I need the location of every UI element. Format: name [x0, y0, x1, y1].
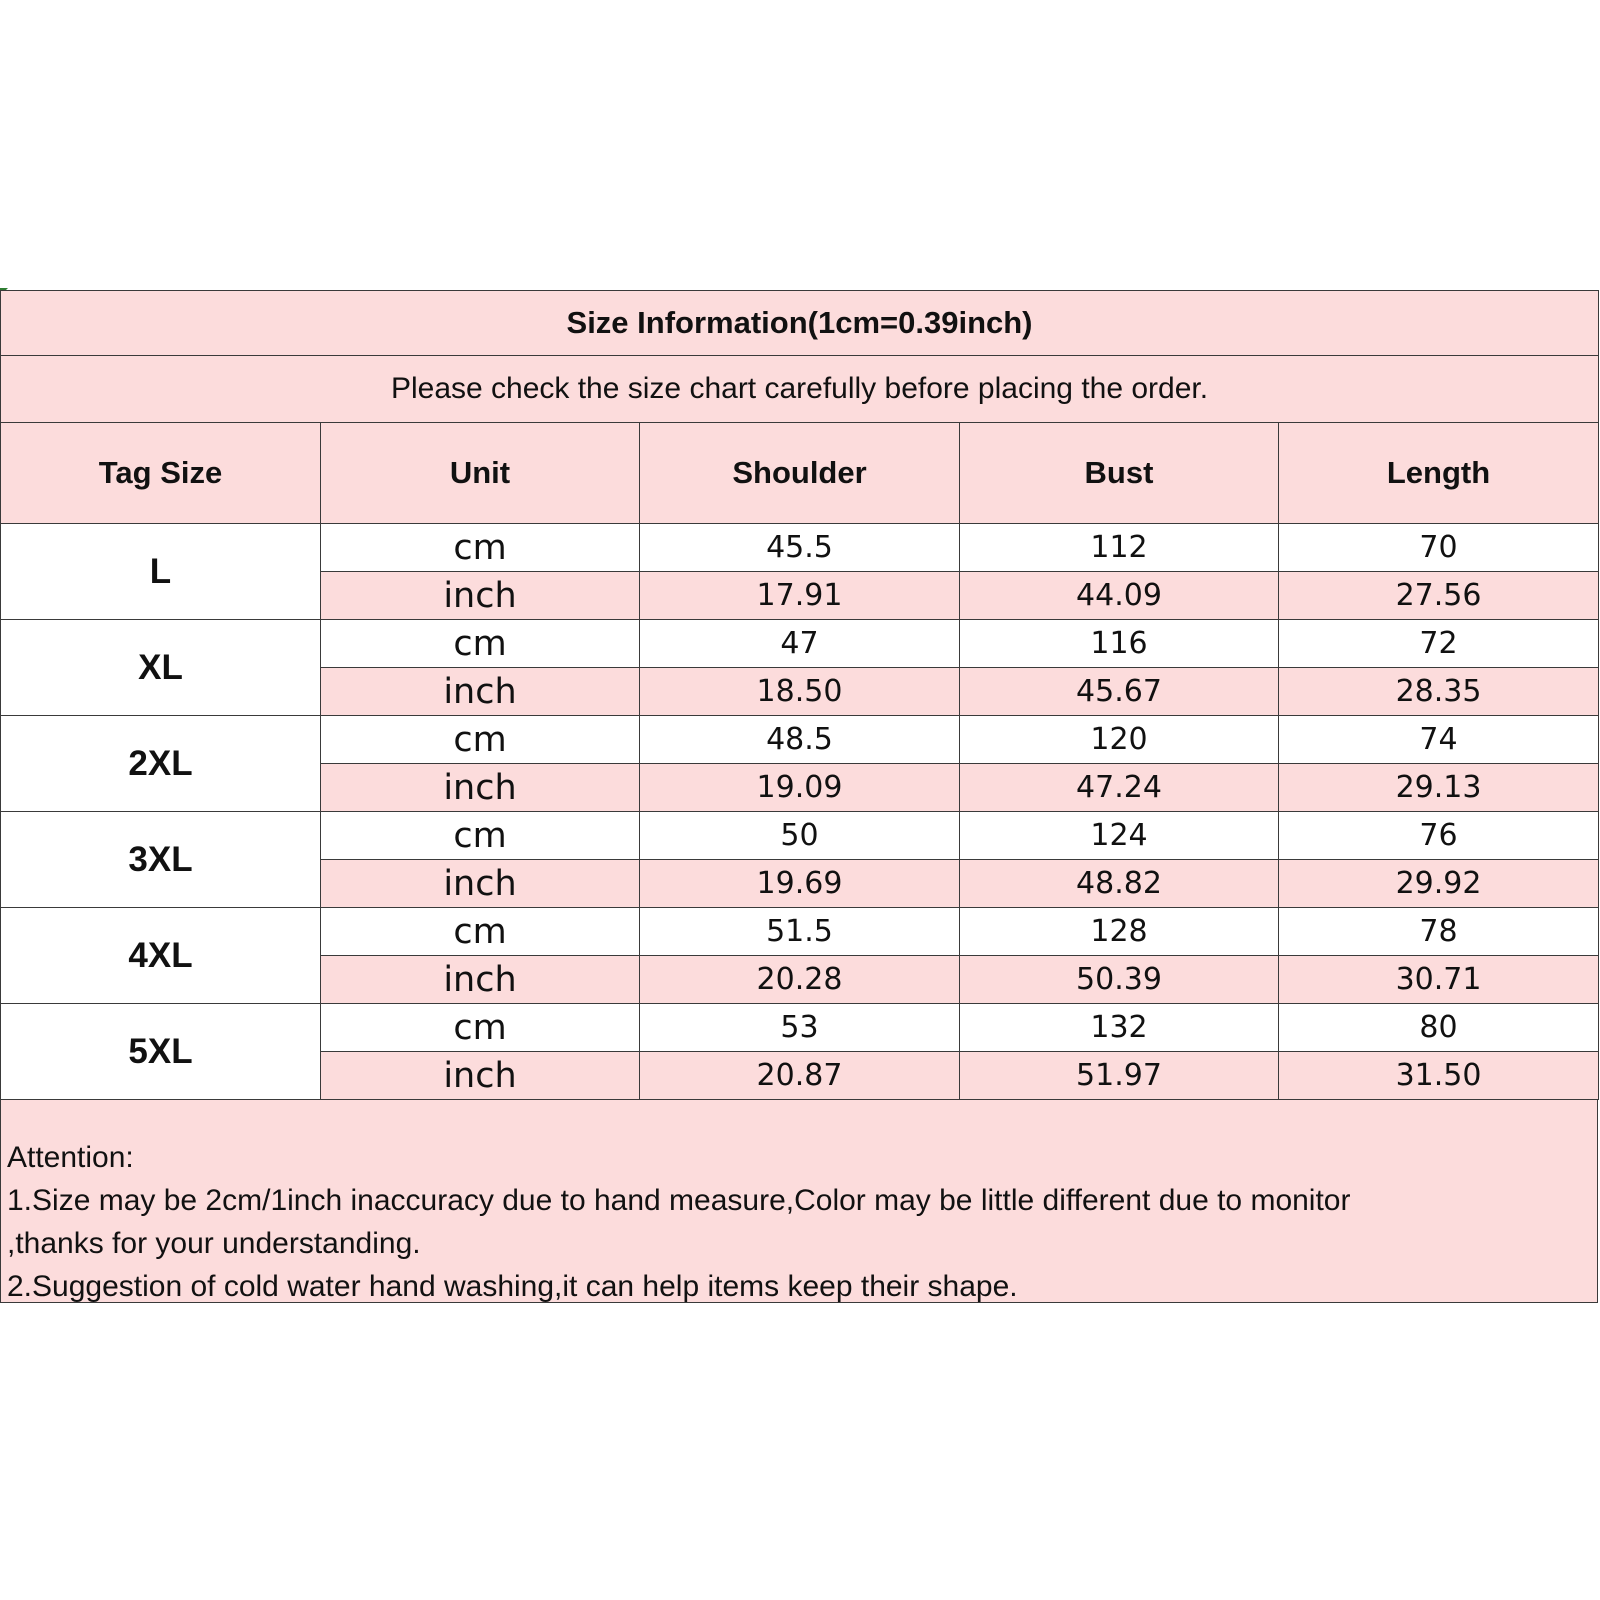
notes-line-1: 1.Size may be 2cm/1inch inaccuracy due to hand measure,Color may be little different due to monitor	[7, 1184, 1351, 1217]
bust-cell: 124	[960, 812, 1279, 860]
length-cell: 76	[1279, 812, 1599, 860]
tag-size-cell: 4XL	[1, 908, 321, 1004]
shoulder-cell: 51.5	[640, 908, 960, 956]
length-cell: 74	[1279, 716, 1599, 764]
notes-line-2: ,thanks for your understanding.	[7, 1227, 421, 1260]
bust-cell: 50.39	[960, 956, 1279, 1004]
shoulder-cell: 20.87	[640, 1052, 960, 1100]
table-row	[1, 620, 1599, 668]
length-cell: 78	[1279, 908, 1599, 956]
length-cell: 80	[1279, 1004, 1599, 1052]
table-row	[1, 716, 1599, 764]
bust-cell: 45.67	[960, 668, 1279, 716]
table-subtitle: Please check the size chart carefully before placing the order.	[1, 356, 1599, 423]
header-row	[1, 423, 1599, 524]
length-cell: 29.13	[1279, 764, 1599, 812]
notes-heading: Attention:	[7, 1141, 134, 1174]
length-cell: 30.71	[1279, 956, 1599, 1004]
header-bust: Bust	[960, 423, 1279, 524]
table-title: Size Information(1cm=0.39inch)	[1, 291, 1599, 356]
bust-cell: 51.97	[960, 1052, 1279, 1100]
bust-cell: 48.82	[960, 860, 1279, 908]
tag-size-cell: 3XL	[1, 812, 321, 908]
unit-cell: inch	[321, 572, 640, 620]
bust-cell: 116	[960, 620, 1279, 668]
unit-cell: inch	[321, 764, 640, 812]
unit-cell: inch	[321, 668, 640, 716]
shoulder-cell: 50	[640, 812, 960, 860]
size-table	[0, 290, 1599, 1100]
shoulder-cell: 53	[640, 1004, 960, 1052]
shoulder-cell: 47	[640, 620, 960, 668]
length-cell: 28.35	[1279, 668, 1599, 716]
bust-cell: 132	[960, 1004, 1279, 1052]
shoulder-cell: 17.91	[640, 572, 960, 620]
shoulder-cell: 19.09	[640, 764, 960, 812]
bust-cell: 44.09	[960, 572, 1279, 620]
unit-cell: cm	[321, 620, 640, 668]
shoulder-cell: 48.5	[640, 716, 960, 764]
unit-cell: inch	[321, 860, 640, 908]
unit-cell: inch	[321, 956, 640, 1004]
unit-cell: cm	[321, 812, 640, 860]
unit-cell: cm	[321, 908, 640, 956]
attention-notes	[0, 1100, 1598, 1303]
unit-cell: cm	[321, 1004, 640, 1052]
header-tag-size: Tag Size	[1, 423, 321, 524]
tag-size-cell: 2XL	[1, 716, 321, 812]
unit-cell: cm	[321, 524, 640, 572]
tag-size-cell: L	[1, 524, 321, 620]
tag-size-cell: XL	[1, 620, 321, 716]
length-cell: 29.92	[1279, 860, 1599, 908]
bust-cell: 128	[960, 908, 1279, 956]
table-row	[1, 908, 1599, 956]
notes-line-3: 2.Suggestion of cold water hand washing,it can help items keep their shape.	[7, 1270, 1018, 1303]
bust-cell: 47.24	[960, 764, 1279, 812]
length-cell: 27.56	[1279, 572, 1599, 620]
shoulder-cell: 20.28	[640, 956, 960, 1004]
size-chart-sheet	[0, 290, 1598, 1303]
header-length: Length	[1279, 423, 1599, 524]
table-row	[1, 524, 1599, 572]
header-unit: Unit	[321, 423, 640, 524]
bust-cell: 112	[960, 524, 1279, 572]
shoulder-cell: 18.50	[640, 668, 960, 716]
unit-cell: cm	[321, 716, 640, 764]
table-row	[1, 812, 1599, 860]
shoulder-cell: 45.5	[640, 524, 960, 572]
bust-cell: 120	[960, 716, 1279, 764]
length-cell: 70	[1279, 524, 1599, 572]
unit-cell: inch	[321, 1052, 640, 1100]
tag-size-cell: 5XL	[1, 1004, 321, 1100]
length-cell: 31.50	[1279, 1052, 1599, 1100]
shoulder-cell: 19.69	[640, 860, 960, 908]
table-row	[1, 1004, 1599, 1052]
header-shoulder: Shoulder	[640, 423, 960, 524]
length-cell: 72	[1279, 620, 1599, 668]
